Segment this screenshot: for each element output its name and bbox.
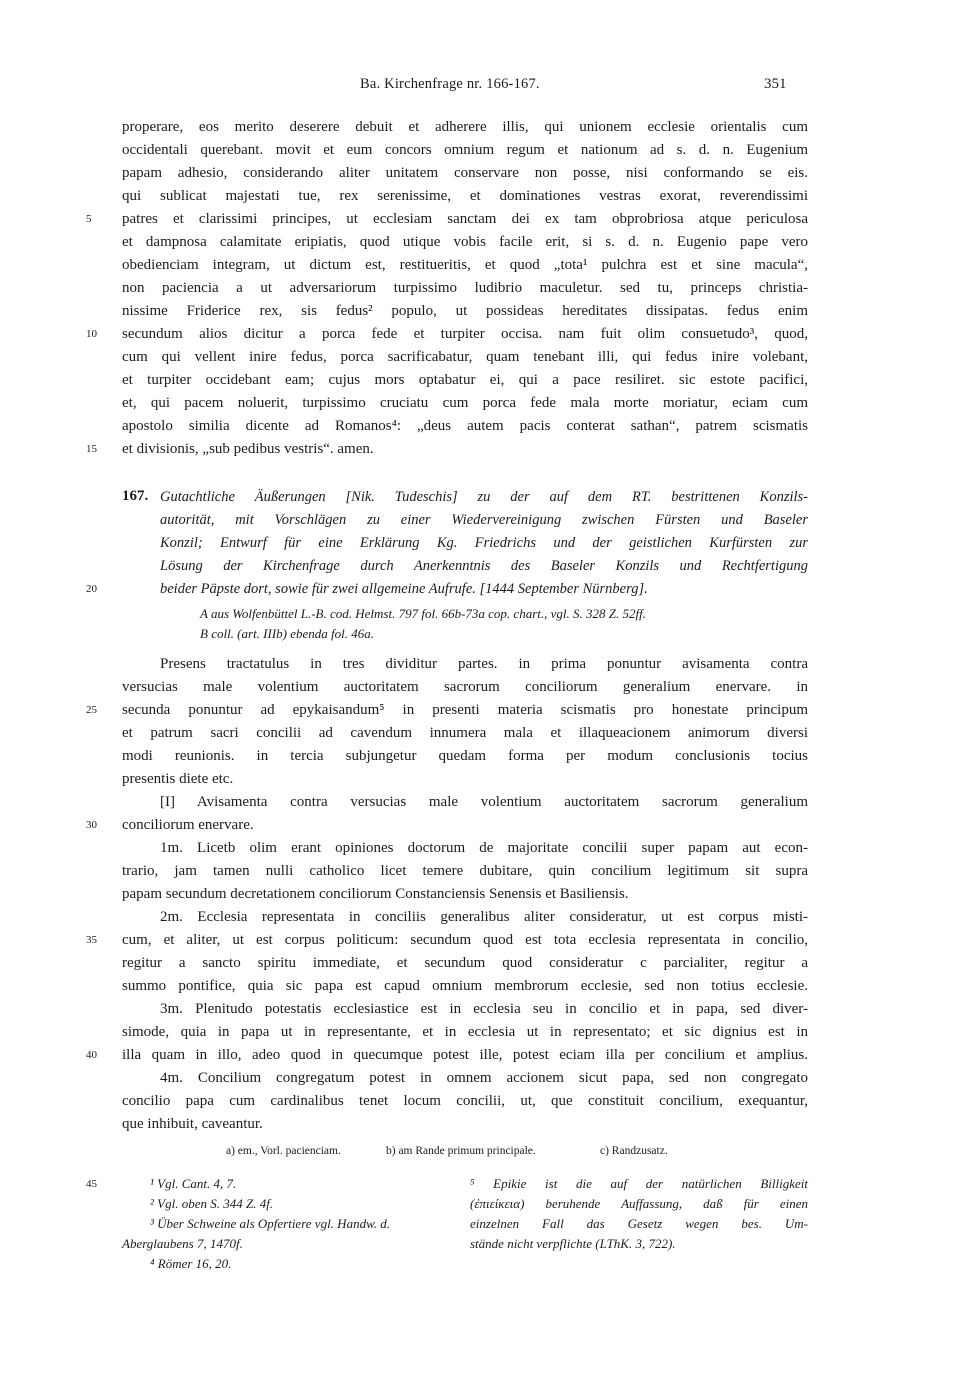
text-line: cum qui vellent inire fedus, porca sacrificabatur, quam tenebant illi, qui fedus inire volebant, bbox=[122, 349, 808, 365]
footnote-3-continued: Aberglaubens 7, 1470f. bbox=[122, 1236, 243, 1251]
text-line: 3m. Plenitudo potestatis ecclesiastice est in ecclesia seu in concilio et in papa, sed diver- bbox=[160, 1001, 808, 1017]
apparatus-note-b: b) am Rande primum principale. bbox=[386, 1145, 536, 1157]
footnote-5-line: einzelnen Fall das Gesetz wegen bes. Um- bbox=[470, 1216, 808, 1231]
line-number: 40 bbox=[86, 1049, 97, 1061]
text-line: secunda ponuntur ad epykaisandum⁵ in presenti materia scismatis pro honestate principum bbox=[122, 702, 808, 718]
page-number: 351 bbox=[764, 76, 787, 92]
apparatus-note-a: a) em., Vorl. pacienciam. bbox=[226, 1145, 341, 1157]
text-line: cum, et aliter, ut est corpus politicum: secundum quod est tota ecclesia representata in concilio, bbox=[122, 932, 808, 948]
line-number: 30 bbox=[86, 819, 97, 831]
text-line: concilio papa cum cardinalibus tenet locum concilii, ut, que constituit concilium, exequantur, bbox=[122, 1093, 808, 1109]
footnote-4: ⁴ Römer 16, 20. bbox=[150, 1256, 232, 1271]
text-line: et patrum sacri concilii ad cavendum innumera mala et illaqueacionem animorum diversi bbox=[122, 725, 808, 741]
text-line: simode, quia in papa ut in representante, et in ecclesia ut in representato; et sic dignius est in bbox=[122, 1024, 808, 1040]
text-line: non paciencia a ut adversariorum turpissimo ludibrio maculetur. sed tu, princeps christia- bbox=[122, 280, 808, 296]
text-line: apostolo similia dicente ad Romanos⁴: „deus autem pacis conterat sathan“, patrem scismatis bbox=[122, 418, 808, 434]
line-number: 45 bbox=[86, 1178, 97, 1190]
document-title-line: Konzil; Entwurf für eine Erklärung Kg. Friedrichs und der geistlichen Kurfürsten zur bbox=[160, 535, 808, 551]
text-line: et turpiter occidebant eam; cujus mors optabatur ei, qui a pace resiliret. sic estote pacifici, bbox=[122, 372, 808, 388]
line-number: 15 bbox=[86, 443, 97, 455]
text-line: trario, jam tamen nulli catholico licet temere dubitare, quin concilium legitimum sit supra bbox=[122, 863, 808, 879]
text-line: nissime Friderice rex, sis fedus² populo, ut possideas hereditates dissipatas. fedus enim bbox=[122, 303, 808, 319]
text-line: modi reunionis. in tercia subjungetur quedam forma per modum conclusionis tocius bbox=[122, 748, 808, 764]
section-heading-line: conciliorum enervare. bbox=[122, 817, 254, 833]
footnote-5-line: (ἐπιείκεια) beruhende Auffassung, daß für einen bbox=[470, 1196, 808, 1211]
text-line: 1m. Licetb olim erant opiniones doctorum de majoritate concilii super papam aut econ- bbox=[160, 840, 808, 856]
text-line: et dampnosa calamitate eripiatis, quod utique vobis facile erit, si s. d. n. Eugenio pape vero bbox=[122, 234, 808, 250]
text-line: et, qui pacem noluerit, turpissimo cruciatu cum porca fede mala morte moriatur, eciam cum bbox=[122, 395, 808, 411]
text-line: summo pontifice, quia sic papa est capud omnium membrorum ecclesie, sed non totius ecclesie. bbox=[122, 978, 808, 994]
text-line: que inhibuit, caveantur. bbox=[122, 1116, 263, 1132]
text-line: papam adhesio, considerando aliter unitatem conservare non posse, nisi conformando se eis. bbox=[122, 165, 808, 181]
text-line: illa quam in illo, adeo quod in quecumque potest ille, potest eciam illa per concilium et amplius. bbox=[122, 1047, 808, 1063]
text-line: Presens tractatulus in tres dividitur partes. in prima ponuntur avisamenta contra bbox=[160, 656, 808, 672]
line-number: 20 bbox=[86, 583, 97, 595]
text-line: obedienciam integram, ut dictum est, restitueritis, et quod „tota¹ pulchra est et sine macula“, bbox=[122, 257, 808, 273]
text-line: 4m. Concilium congregatum potest in omnem accionem sicut papa, sed non congregato bbox=[160, 1070, 808, 1086]
text-line: properare, eos merito deserere debuit et adherere illis, qui unionem ecclesie orientalis cum bbox=[122, 119, 808, 135]
text-line: presentis diete etc. bbox=[122, 771, 234, 787]
text-line: versucias male volentium auctoritatem sacrorum conciliorum generalium enervare. in bbox=[122, 679, 808, 695]
text-line: patres et clarissimi principes, ut ecclesiam sanctam dei ex tam obprobriosa atque periculosa bbox=[122, 211, 808, 227]
footnote-5-line: stände nicht verpflichte (LThK. 3, 722). bbox=[470, 1236, 676, 1251]
text-line: papam secundum decretationem conciliorum Constanciensis Senensis et Basiliensis. bbox=[122, 886, 629, 902]
text-line: occidentali querebant. movit et eum concors omnium regum et nationum ad s. d. n. Eugenium bbox=[122, 142, 808, 158]
footnote-1: ¹ Vgl. Cant. 4, 7. bbox=[150, 1176, 237, 1191]
text-line: et divisionis, „sub pedibus vestris“. amen. bbox=[122, 441, 374, 457]
text-line: regitur a sancto spiritu immediate, et secundum quod consideratur c parcialiter, regitur a bbox=[122, 955, 808, 971]
section-heading-line: [I] Avisamenta contra versucias male volentium auctoritatem sacrorum generalium bbox=[160, 794, 808, 810]
text-line: 2m. Ecclesia representata in conciliis generalibus aliter consideratur, ut est corpus misti- bbox=[160, 909, 808, 925]
document-title-line: autorität, mit Vorschlägen zu einer Wiedervereinigung zwischen Fürsten und Baseler bbox=[160, 512, 808, 528]
document-title-line: beider Päpste dort, sowie für zwei allgemeine Aufrufe. [1444 September Nürnberg]. bbox=[160, 581, 648, 597]
document-title-line: Lösung der Kirchenfrage durch Anerkenntnis des Baseler Konzils und Rechtfertigung bbox=[160, 558, 808, 574]
source-note: A aus Wolfenbüttel L.-B. cod. Helmst. 797 fol. 66b-73a cop. chart., vgl. S. 328 Z. 52ff. bbox=[200, 606, 646, 621]
line-number: 25 bbox=[86, 704, 97, 716]
document-title-line: Gutachtliche Äußerungen [Nik. Tudeschis] zu der auf dem RT. bestrittenen Konzils- bbox=[160, 489, 808, 505]
footnote-2: ² Vgl. oben S. 344 Z. 4f. bbox=[150, 1196, 274, 1211]
line-number: 5 bbox=[86, 213, 92, 225]
text-line: qui sublicat majestati tue, rex serenissime, et dominationes vestras exorat, reverendissimi bbox=[122, 188, 808, 204]
text-line: secundum alios dicitur a porca fede et turpiter occisa. nam fuit olim consuetudo³, quod, bbox=[122, 326, 808, 342]
footnote-3: ³ Über Schweine als Opfertiere vgl. Handw. d. bbox=[150, 1216, 391, 1231]
document-number: 167. bbox=[122, 488, 149, 504]
running-title: Ba. Kirchenfrage nr. 166-167. bbox=[360, 76, 540, 92]
line-number: 35 bbox=[86, 934, 97, 946]
footnote-5: ⁵ Epikie ist die auf der natürlichen Billigkeit bbox=[470, 1176, 808, 1191]
source-note: B coll. (art. IIIb) ebenda fol. 46a. bbox=[200, 626, 375, 641]
line-number: 10 bbox=[86, 328, 97, 340]
apparatus-note-c: c) Randzusatz. bbox=[600, 1145, 668, 1157]
